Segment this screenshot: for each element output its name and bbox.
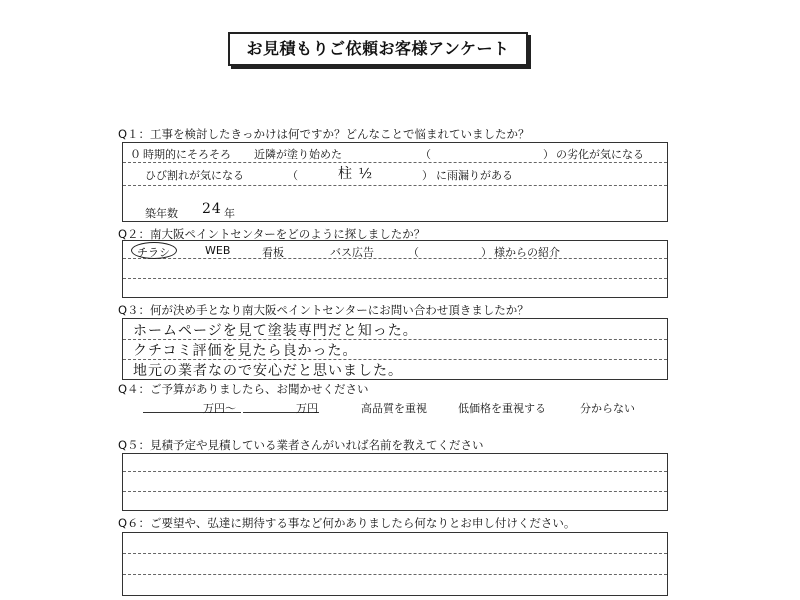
q1-row2-paren-close: ） xyxy=(422,169,433,182)
q1-divider-1 xyxy=(123,162,667,163)
q2-divider-2 xyxy=(123,278,667,279)
q3-answer-line-3: 地元の業者なので安心だと思いました。 xyxy=(133,363,403,379)
q2-answer-box xyxy=(122,240,668,298)
q1-option-leak[interactable]: に雨漏りがある xyxy=(436,169,513,182)
q1-building-age-unit: 年 xyxy=(224,207,235,220)
q2-option-flyer[interactable]: チラシ xyxy=(137,246,170,259)
q1-row2-paren-open: （ xyxy=(287,169,298,182)
q3-question: Q３：何が決め手となり南大阪ペイントセンターにお問い合わせ頂きましたか？ xyxy=(118,303,529,317)
q1-building-age-label: 築年数 xyxy=(145,207,178,220)
q1-option-cracks[interactable]: ひび割れが気になる xyxy=(145,169,244,182)
q1-option-deterioration[interactable]: の劣化が気になる xyxy=(556,148,644,161)
q4-option-price[interactable]: 低価格を重視する xyxy=(458,402,546,415)
q2-option-referral[interactable]: 様からの紹介 xyxy=(494,246,560,259)
q5-divider-2 xyxy=(123,491,667,492)
q1-building-age-value: 24 xyxy=(202,201,222,217)
q3-answer-line-1: ホームページを見て塗装専門だと知った。 xyxy=(133,323,418,339)
q5-question: Q５：見積予定や見積している業者さんがいれば名前を教えてください xyxy=(118,438,484,452)
q2-divider-1 xyxy=(123,258,667,259)
q3-answer-line-2: クチコミ評価を見たら良かった。 xyxy=(133,343,358,359)
page-title: お見積もりご依頼お客様アンケート xyxy=(228,32,528,66)
q1-divider-2 xyxy=(123,185,667,186)
q1-option-neighbors[interactable]: 近隣が塗り始めた xyxy=(254,148,342,161)
q2-paren-open: （ xyxy=(408,246,419,259)
q2-option-web[interactable]: WEB xyxy=(205,244,231,257)
q6-answer-box[interactable] xyxy=(122,532,668,596)
q4-option-quality[interactable]: 高品質を重視 xyxy=(361,402,427,415)
q1-row1-marker: ０ xyxy=(130,148,141,161)
q6-divider-2 xyxy=(123,574,667,575)
q2-option-bus-ad[interactable]: バス広告 xyxy=(330,246,374,259)
q1-row1-paren-open: （ xyxy=(420,148,431,161)
q2-paren-close: ） xyxy=(481,246,492,259)
q4-question: Q４：ご予算がありましたら、お聞かせください xyxy=(118,382,369,396)
q1-handwritten-leak-location: 柱 ½ xyxy=(338,166,374,182)
q5-divider-1 xyxy=(123,471,667,472)
q6-question: Q６：ご要望や、弘達に期待する事など何かありましたら何なりとお申し付けください。 xyxy=(118,516,576,530)
q1-option-timing[interactable]: 時期的にそろそろ xyxy=(143,148,231,161)
q6-divider-1 xyxy=(123,553,667,554)
q4-max-unit: 万円 xyxy=(296,402,318,415)
q1-question: Q１：工事を検討したきっかけは何ですか？どんなことで悩まれていましたか？ xyxy=(118,127,530,141)
q4-option-unknown[interactable]: 分からない xyxy=(580,402,635,415)
q2-question: Q２：南大阪ペイントセンターをどのように探しましたか？ xyxy=(118,227,426,241)
q5-answer-box[interactable] xyxy=(122,453,668,511)
q1-row1-paren-close: ） xyxy=(543,148,554,161)
q2-option-signboard[interactable]: 看板 xyxy=(262,246,284,259)
q4-min-unit: 万円〜 xyxy=(203,402,236,415)
